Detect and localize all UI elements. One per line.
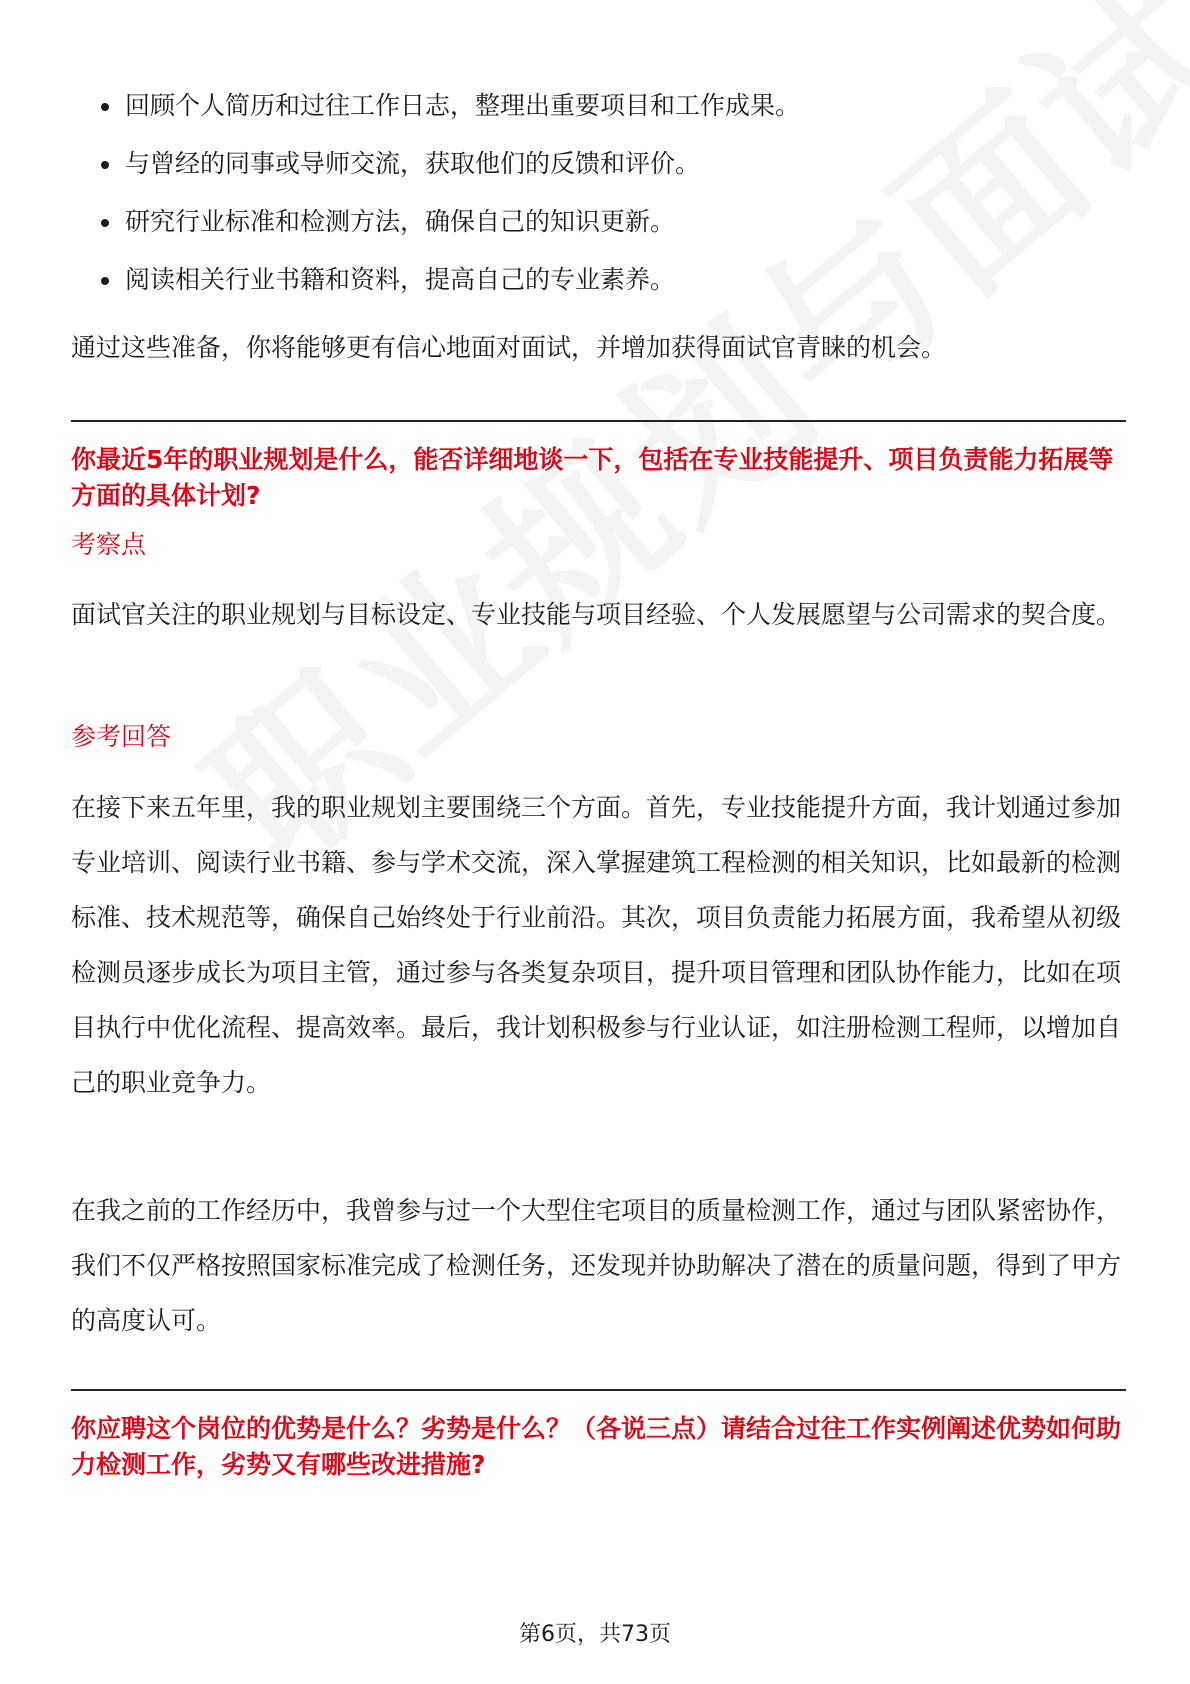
answer-paragraph: 在接下来五年里，我的职业规划主要围绕三个方面。首先，专业技能提升方面，我计划通过参加专业培训、阅读行业书籍、参与学术交流，深入掌握建筑工程检测的相关知识，比如最新的检测标准、技术规范等，确保自己始终处于行业前沿。其次，项目负责能力拓展方面，我希望从初级检测员逐步成长为项目主管，通过参与各类复杂项目，提升项目管理和团队协作能力，比如在项目执行中优化流程、提高效率。最后，我计划积极参与行业认证，如注册检测工程师，以增加自己的职业竞争力。: [71, 793, 1122, 1097]
bullet-dot-icon: [101, 161, 109, 169]
list-item-text: 研究行业标准和检测方法，确保自己的知识更新。: [125, 207, 676, 236]
focus-label: 考察点: [71, 530, 147, 559]
section-divider: [71, 1389, 1126, 1391]
summary-paragraph: 通过这些准备，你将能够更有信心地面对面试，并增加获得面试官青睐的机会。: [71, 333, 947, 362]
list-item-text: 与曾经的同事或导师交流，获取他们的反馈和评价。: [125, 149, 701, 178]
bullet-dot-icon: [101, 277, 109, 285]
answer-label: 参考回答: [71, 722, 172, 751]
page-number: 第6页，共73页: [519, 1622, 671, 1647]
list-item-text: 回顾个人简历和过往工作日志，整理出重要项目和工作成果。: [125, 91, 801, 120]
question-heading: 你应聘这个岗位的优势是什么？劣势是什么？（各说三点）请结合过往工作实例阐述优势如何助力检测工作，劣势又有哪些改进措施?: [71, 1414, 1122, 1479]
list-item: [93, 146, 1133, 182]
preparation-list: [93, 88, 1133, 320]
list-item: [93, 262, 1133, 298]
section-divider: [71, 420, 1126, 422]
list-item: [93, 88, 1133, 124]
bullet-dot-icon: [101, 103, 109, 111]
question-heading: 你最近5年的职业规划是什么，能否详细地谈一下，包括在专业技能提升、项目负责能力拓展等方面的具体计划?: [71, 445, 1114, 510]
answer-paragraph: 在我之前的工作经历中，我曾参与过一个大型住宅项目的质量检测工作，通过与团队紧密协作，我们不仅严格按照国家标准完成了检测任务，还发现并协助解决了潜在的质量问题，得到了甲方的高度认可。: [71, 1196, 1122, 1335]
list-item: [93, 204, 1133, 240]
focus-paragraph: 面试官关注的职业规划与目标设定、专业技能与项目经验、个人发展愿望与公司需求的契合度。: [71, 600, 1122, 629]
list-item-text: 阅读相关行业书籍和资料，提高自己的专业素养。: [125, 265, 676, 294]
bullet-dot-icon: [101, 219, 109, 227]
